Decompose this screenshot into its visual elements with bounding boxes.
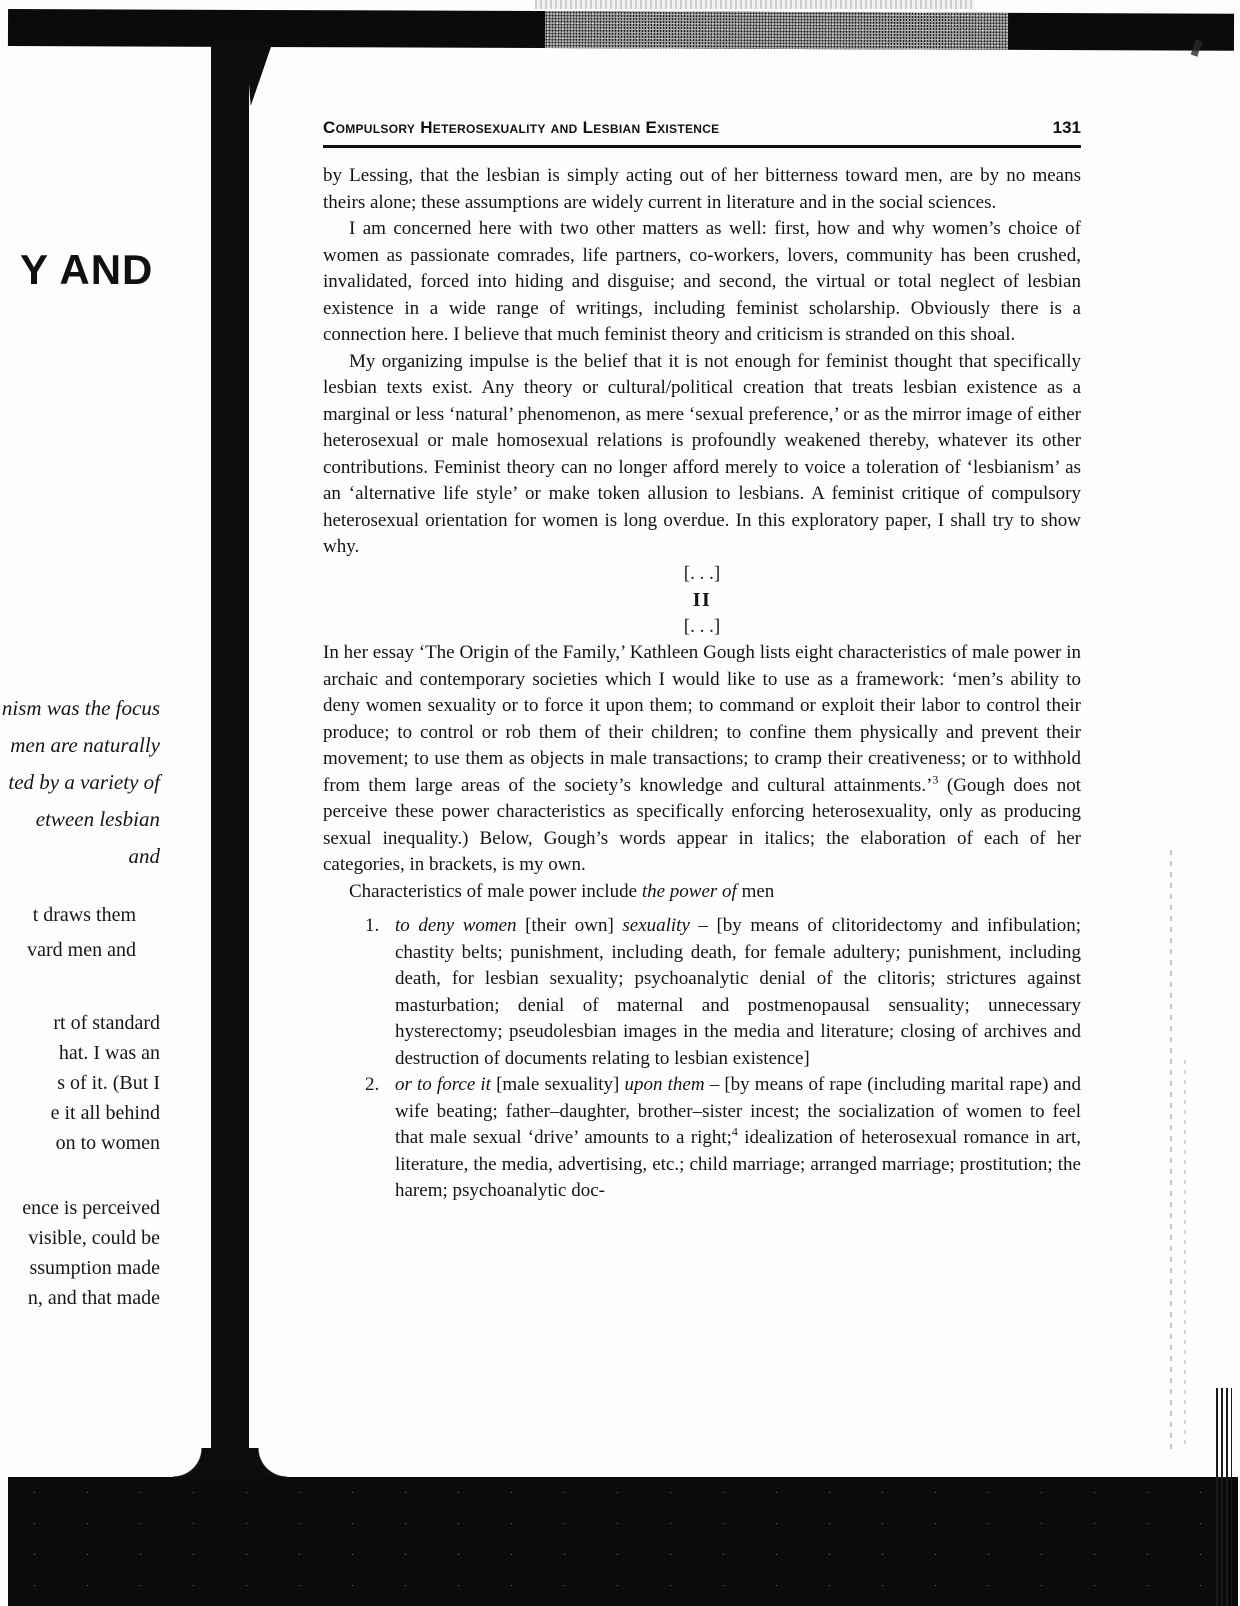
- text-segment: In her essay ‘The Origin of the Family,’ Kathleen Gough lists eight characteristics of male power in archaic and contemporary societies which I would like to use as a framework: ‘men’s ability to deny women sexuality or to force it upon them; to command or exploit their labor to control their produce; to control or rob them of their children; to confine them physically and prevent their movement; to use them as objects in male transactions; to cramp their creativeness; or to withhold from them large areas of the society’s knowledge and cultural attainments.’: [323, 642, 1081, 796]
- scan-artifact-bottom-bar: [8, 1477, 1238, 1606]
- margin-fragment-line: e it all behind: [50, 1102, 160, 1124]
- paragraph: [323, 349, 1081, 561]
- numbered-list: [323, 913, 1081, 1205]
- body-text: [323, 163, 1081, 1205]
- paragraph: [323, 216, 1081, 349]
- margin-fragment-line: ssumption made: [29, 1257, 160, 1279]
- footnote-marker: 3: [932, 772, 939, 787]
- text-segment: upon them: [624, 1074, 705, 1095]
- margin-fragment-line: etween lesbian and: [35, 807, 160, 868]
- margin-fragment-group: [0, 898, 160, 968]
- paragraph: [323, 640, 1081, 879]
- page-number: 131: [1052, 118, 1081, 137]
- scan-artifact-halftone: [545, 11, 1008, 50]
- list-item: [323, 1072, 1081, 1205]
- margin-fragment-line: s of it. (But I: [57, 1072, 160, 1094]
- list-item: [323, 913, 1081, 1072]
- section-numeral: II: [692, 589, 712, 611]
- margin-fragment-line: ted by a variety of: [8, 770, 160, 794]
- margin-fragment-line: men are naturally: [10, 733, 160, 757]
- text-segment: by Lessing, that the lesbian is simply acting out of her bitterness toward men, are by no means theirs alone; these assumptions are widely current in literature and in the social sciences.: [323, 165, 1081, 213]
- text-segment: Characteristics of male power include: [349, 880, 642, 902]
- scan-artifact-top-bar: [8, 9, 1234, 51]
- text-segment: [their own]: [516, 915, 623, 936]
- margin-fragment-group: [0, 1193, 160, 1313]
- text-segment: My organizing impulse is the belief that it is not enough for feminist thought that specifically lesbian texts exist. Any theory or cultural/political creation that treats lesbian existence as a marginal or less ‘natural’ phenomenon, as mere ‘sexual preference,’ or as the mirror image of either heterosexual or male homosexual relations is profoundly weakened thereby, whatever its other contributions. Feminist theory can no longer afford merely to voice a toleration of ‘lesbianism’ as an ‘alternative life style’ or make token allusion to lesbians. A feminist critique of compulsory heterosexual orientation for women is long overdue. In this exploratory paper, I shall try to show why.: [323, 350, 1081, 557]
- margin-fragment-line: ence is perceived: [22, 1197, 160, 1219]
- margin-fragment-line: t draws them: [32, 904, 136, 926]
- text-segment: or to force it: [395, 1074, 491, 1095]
- gutter-shadow-flare-left: [173, 1448, 211, 1478]
- text-segment: men: [736, 880, 775, 902]
- scan-edge-texture-top: [535, 0, 975, 9]
- margin-fragment-line: rt of standard: [53, 1012, 160, 1034]
- margin-fragment-group: [0, 1008, 160, 1158]
- list-item-number: 1.: [365, 915, 380, 936]
- margin-fragment-line: hat. I was an: [58, 1042, 160, 1064]
- section-ellipsis-bottom: [. . .]: [683, 615, 721, 637]
- running-header: [323, 118, 1081, 148]
- margin-fragment-line: visible, could be: [28, 1227, 160, 1249]
- page-content: [323, 118, 1081, 1205]
- text-segment: [male sexuality]: [490, 1074, 625, 1095]
- paragraph: [323, 879, 1081, 906]
- footnote-marker: 4: [731, 1124, 738, 1139]
- margin-fragment-line: nism was the focus: [1, 696, 160, 720]
- gutter-shadow-tail: [246, 44, 272, 106]
- page-edge-streak: [1216, 1388, 1232, 1606]
- text-segment: sexuality: [622, 915, 690, 936]
- running-header-title: Compulsory Heterosexuality and Lesbian Existence: [323, 118, 720, 137]
- text-segment: to deny women: [395, 915, 517, 936]
- section-ellipsis-top: [. . .]: [683, 562, 721, 584]
- page-edge-streak: [1170, 850, 1172, 1450]
- margin-fragment-line: n, and that made: [27, 1287, 160, 1309]
- text-segment: (Gough does not perceive these power characteristics as specifically enforcing heterosexuality, only as producing sexual inequality.) Below, Gough’s words appear in italics; the elaboration of each of her categories, in brackets, is my own.: [323, 774, 1081, 875]
- paragraph: [323, 163, 1081, 216]
- list-item-number: 2.: [365, 1074, 380, 1095]
- text-segment: I am concerned here with two other matters as well: first, how and why women’s choice of women as passionate comrades, life partners, co-workers, lovers, community has been crushed, invalidated, forced into hiding and disguise; and second, the virtual or total neglect of lesbian existence in a wide range of writings, including feminist scholarship. Obviously there is a connection here. I believe that much feminist theory and criticism is stranded on this shoal.: [323, 218, 1081, 345]
- page-edge-streak: [1184, 1060, 1186, 1450]
- margin-fragment-line: vard men and: [27, 939, 136, 961]
- text-segment: – [by means of rape (including marital rape) and wife beating; father–daughter, brother–sister incest; the socialization of women to feel that male sexual ‘drive’ amounts to a right;: [395, 1074, 1081, 1148]
- margin-fragment-group-italic: [0, 690, 160, 875]
- book-gutter-shadow: [211, 44, 249, 1478]
- text-segment: the power of: [641, 880, 737, 902]
- overleaf-title-fragment: Y AND: [20, 246, 154, 293]
- gutter-shadow-flare-right: [249, 1448, 287, 1478]
- margin-fragment-line: on to women: [55, 1132, 160, 1154]
- text-segment: – [by means of clitoridectomy and infibulation; chastity belts; punishment, including death, for female adultery; punishment, including death, for lesbian sexuality; psychoanalytic denial of the clitoris; strictures against masturbation; denial of maternal and postmenopausal sensuality; unnecessary hysterectomy; pseudolesbian images in the media and literature; closing of archives and destruction of documents relating to lesbian existence]: [395, 915, 1081, 1069]
- text-segment: idealization of heterosexual romance in art, literature, the media, advertising, etc.; child marriage; arranged marriage; prostitution; the harem; psychoanalytic doc-: [395, 1127, 1081, 1201]
